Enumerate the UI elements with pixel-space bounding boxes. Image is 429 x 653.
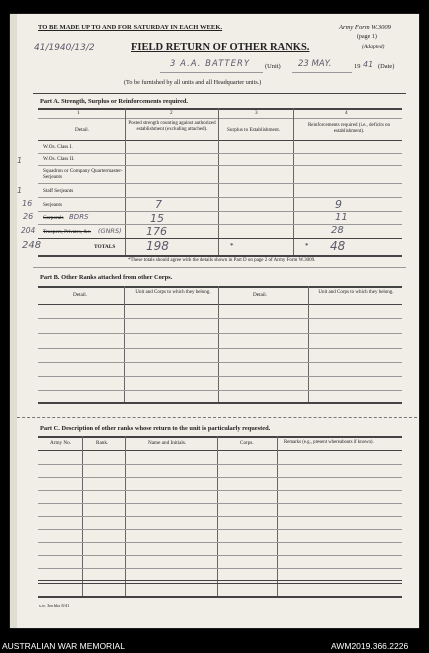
part-c-header-rank: Rank. bbox=[96, 440, 109, 446]
row-hand-gnrs: (GNRS) bbox=[98, 227, 122, 235]
row-reinf-cpls: 11 bbox=[335, 212, 348, 223]
part-b-row-rule-6 bbox=[38, 390, 402, 391]
part-a-col-line-1 bbox=[125, 108, 126, 256]
row-rule-3 bbox=[38, 183, 402, 184]
part-c-row-rule-5 bbox=[38, 516, 402, 517]
part-c-header-name: Name and Initials. bbox=[148, 440, 187, 446]
form-sheet bbox=[10, 14, 419, 628]
sheet-edge-strip bbox=[10, 14, 17, 628]
part-b-row-rule-1 bbox=[38, 318, 402, 319]
part-b-row-rule-5 bbox=[38, 376, 402, 377]
part-b-row-rule-2 bbox=[38, 333, 402, 334]
part-b-title: Part B. Other Ranks attached from other Corps. bbox=[40, 274, 173, 281]
part-c-row-rule-10 bbox=[38, 580, 402, 581]
part-b-header-rule bbox=[38, 304, 402, 305]
part-c-row-rule-1 bbox=[38, 464, 402, 465]
part-a-bottom-rule bbox=[33, 267, 406, 268]
col-header-detail: Detail. bbox=[75, 127, 89, 133]
totals-rule bbox=[38, 255, 402, 257]
form-page: (page 1) bbox=[357, 34, 377, 40]
date-value: 23 MAY. bbox=[298, 59, 332, 69]
part-b-header-unit-2: Unit and Corps to which they belong. bbox=[318, 290, 394, 295]
totals-reinf: 48 bbox=[330, 239, 346, 253]
form-title: FIELD RETURN OF OTHER RANKS. bbox=[131, 42, 310, 53]
row-rule-6 bbox=[38, 224, 402, 225]
row-reinf-tprs: 28 bbox=[331, 225, 344, 236]
part-b-top-rule bbox=[38, 286, 402, 288]
row-margin-ssgt: 1 bbox=[17, 186, 23, 195]
row-rule-4 bbox=[38, 197, 402, 198]
row-rule-7 bbox=[38, 238, 402, 239]
date-underline bbox=[292, 72, 352, 73]
row-margin-sjts: 16 bbox=[22, 199, 33, 208]
col-header-rule bbox=[38, 140, 402, 141]
row-label-tprs: Troopers, Privates, &c. bbox=[43, 229, 92, 235]
part-b-col-line-3 bbox=[308, 286, 309, 402]
form-adapted: (Adapted) bbox=[362, 44, 385, 50]
part-c-bottom-rule bbox=[38, 596, 402, 598]
date-label: (Date) bbox=[378, 63, 395, 70]
row-margin-cpls: 26 bbox=[23, 212, 34, 221]
row-rule-2 bbox=[38, 165, 402, 166]
col-number-1: 1 bbox=[77, 110, 80, 116]
form-name: Army Form W.3009 bbox=[339, 24, 391, 31]
part-b-col-line-2 bbox=[218, 286, 219, 402]
part-a-col-line-3 bbox=[293, 108, 294, 256]
row-rule-1 bbox=[38, 153, 402, 154]
row-margin-tprs: 204 bbox=[21, 226, 36, 235]
part-c-row-rule-8 bbox=[38, 555, 402, 556]
part-c-header-army-no: Army No. bbox=[50, 440, 72, 446]
row-posted-sjts: 7 bbox=[155, 198, 162, 211]
row-label-wo1: W.Os. Class I. bbox=[43, 144, 73, 150]
part-b-row-rule-4 bbox=[38, 362, 402, 363]
footer-institution: AUSTRALIAN WAR MEMORIAL bbox=[2, 641, 125, 651]
part-b-bottom-rule bbox=[38, 402, 402, 404]
instruction-text: TO BE MADE UP TO AND FOR SATURDAY IN EACH WEEK. bbox=[38, 24, 223, 31]
part-b-header-unit-1: Unit and Corps to which they belong. bbox=[135, 290, 211, 295]
part-c-top-rule bbox=[38, 436, 402, 438]
col-number-3: 3 bbox=[255, 110, 258, 116]
col-header-reinforcements: Reinforcements required (i.e., deficits on establishment). bbox=[307, 123, 391, 134]
part-c-title: Part C. Description of other ranks whose return to the unit is particularly requested. bbox=[40, 425, 271, 432]
part-c-row-rule-9 bbox=[38, 568, 402, 569]
col-header-surplus: Surplus to Establishment. bbox=[227, 127, 281, 133]
totals-reinf-star: * bbox=[305, 242, 309, 250]
part-c-row-rule-4 bbox=[38, 503, 402, 504]
unit-label: (Unit) bbox=[265, 63, 281, 70]
part-c-header-rule bbox=[38, 450, 402, 451]
part-c-header-remarks: Remarks (e.g., present whereabouts if known). bbox=[284, 440, 374, 445]
row-label-cpls: Corporals bbox=[43, 215, 64, 221]
totals-margin: 248 bbox=[22, 240, 42, 251]
part-a-col-line-2 bbox=[218, 108, 219, 256]
row-posted-tprs: 176 bbox=[146, 225, 167, 238]
footer-accession-number: AWM2019.366.2226 bbox=[331, 641, 409, 651]
row-label-sjts: Serjeants bbox=[43, 202, 63, 208]
col-number-rule bbox=[38, 118, 402, 119]
totals-surplus: * bbox=[230, 242, 234, 250]
totals-posted: 198 bbox=[146, 239, 169, 253]
reference-number: 41/1940/13/2 bbox=[34, 43, 95, 53]
row-margin-wo2: 1 bbox=[17, 156, 23, 165]
totals-label: TOTALS bbox=[94, 244, 116, 250]
row-posted-cpls: 15 bbox=[150, 212, 164, 225]
row-label-wo2: W.Os. Class II. bbox=[43, 156, 75, 162]
row-label-cqms: Squadron or Company Quartermaster-Serjeants bbox=[43, 168, 123, 181]
col-number-4: 4 bbox=[345, 110, 348, 116]
print-code: s.w. 3m bks 8/41 bbox=[39, 603, 70, 608]
part-a-footnote: *These totals should agree with the details shown in Part D on page 2 of Army Form W.3009. bbox=[128, 258, 316, 263]
row-label-ssgt: Staff Serjeants bbox=[43, 188, 74, 194]
year-prefix: 19 bbox=[354, 63, 361, 70]
part-b-header-detail-2: Detail. bbox=[253, 292, 267, 298]
part-b-row-rule-3 bbox=[38, 348, 402, 349]
header-divider bbox=[33, 93, 406, 94]
col-number-2: 2 bbox=[170, 110, 173, 116]
row-reinf-sjts: 9 bbox=[335, 198, 342, 211]
unit-underline bbox=[160, 72, 263, 73]
part-b-col-line-1 bbox=[124, 286, 125, 402]
subtitle: (To be furnished by all units and all Headquarter units.) bbox=[124, 79, 262, 86]
part-c-row-rule-7 bbox=[38, 542, 402, 543]
row-hand-bdrs: BDRS bbox=[69, 213, 89, 221]
year-value: 41 bbox=[363, 60, 374, 69]
part-c-row-rule-3 bbox=[38, 490, 402, 491]
part-c-row-rule-6 bbox=[38, 529, 402, 530]
col-header-posted: Posted strength counting against authorized establishment (excluding attached). bbox=[128, 121, 216, 132]
part-a-title: Part A. Strength, Surplus or Reinforcements required. bbox=[40, 98, 188, 105]
perforation-line bbox=[17, 417, 417, 418]
unit-value: 3 A.A. BATTERY bbox=[170, 59, 251, 69]
part-c-row-rule-2 bbox=[38, 477, 402, 478]
part-b-header-detail-1: Detail. bbox=[73, 292, 87, 298]
part-c-row-rule-11 bbox=[38, 583, 402, 584]
part-c-header-corps: Corps. bbox=[240, 440, 254, 446]
